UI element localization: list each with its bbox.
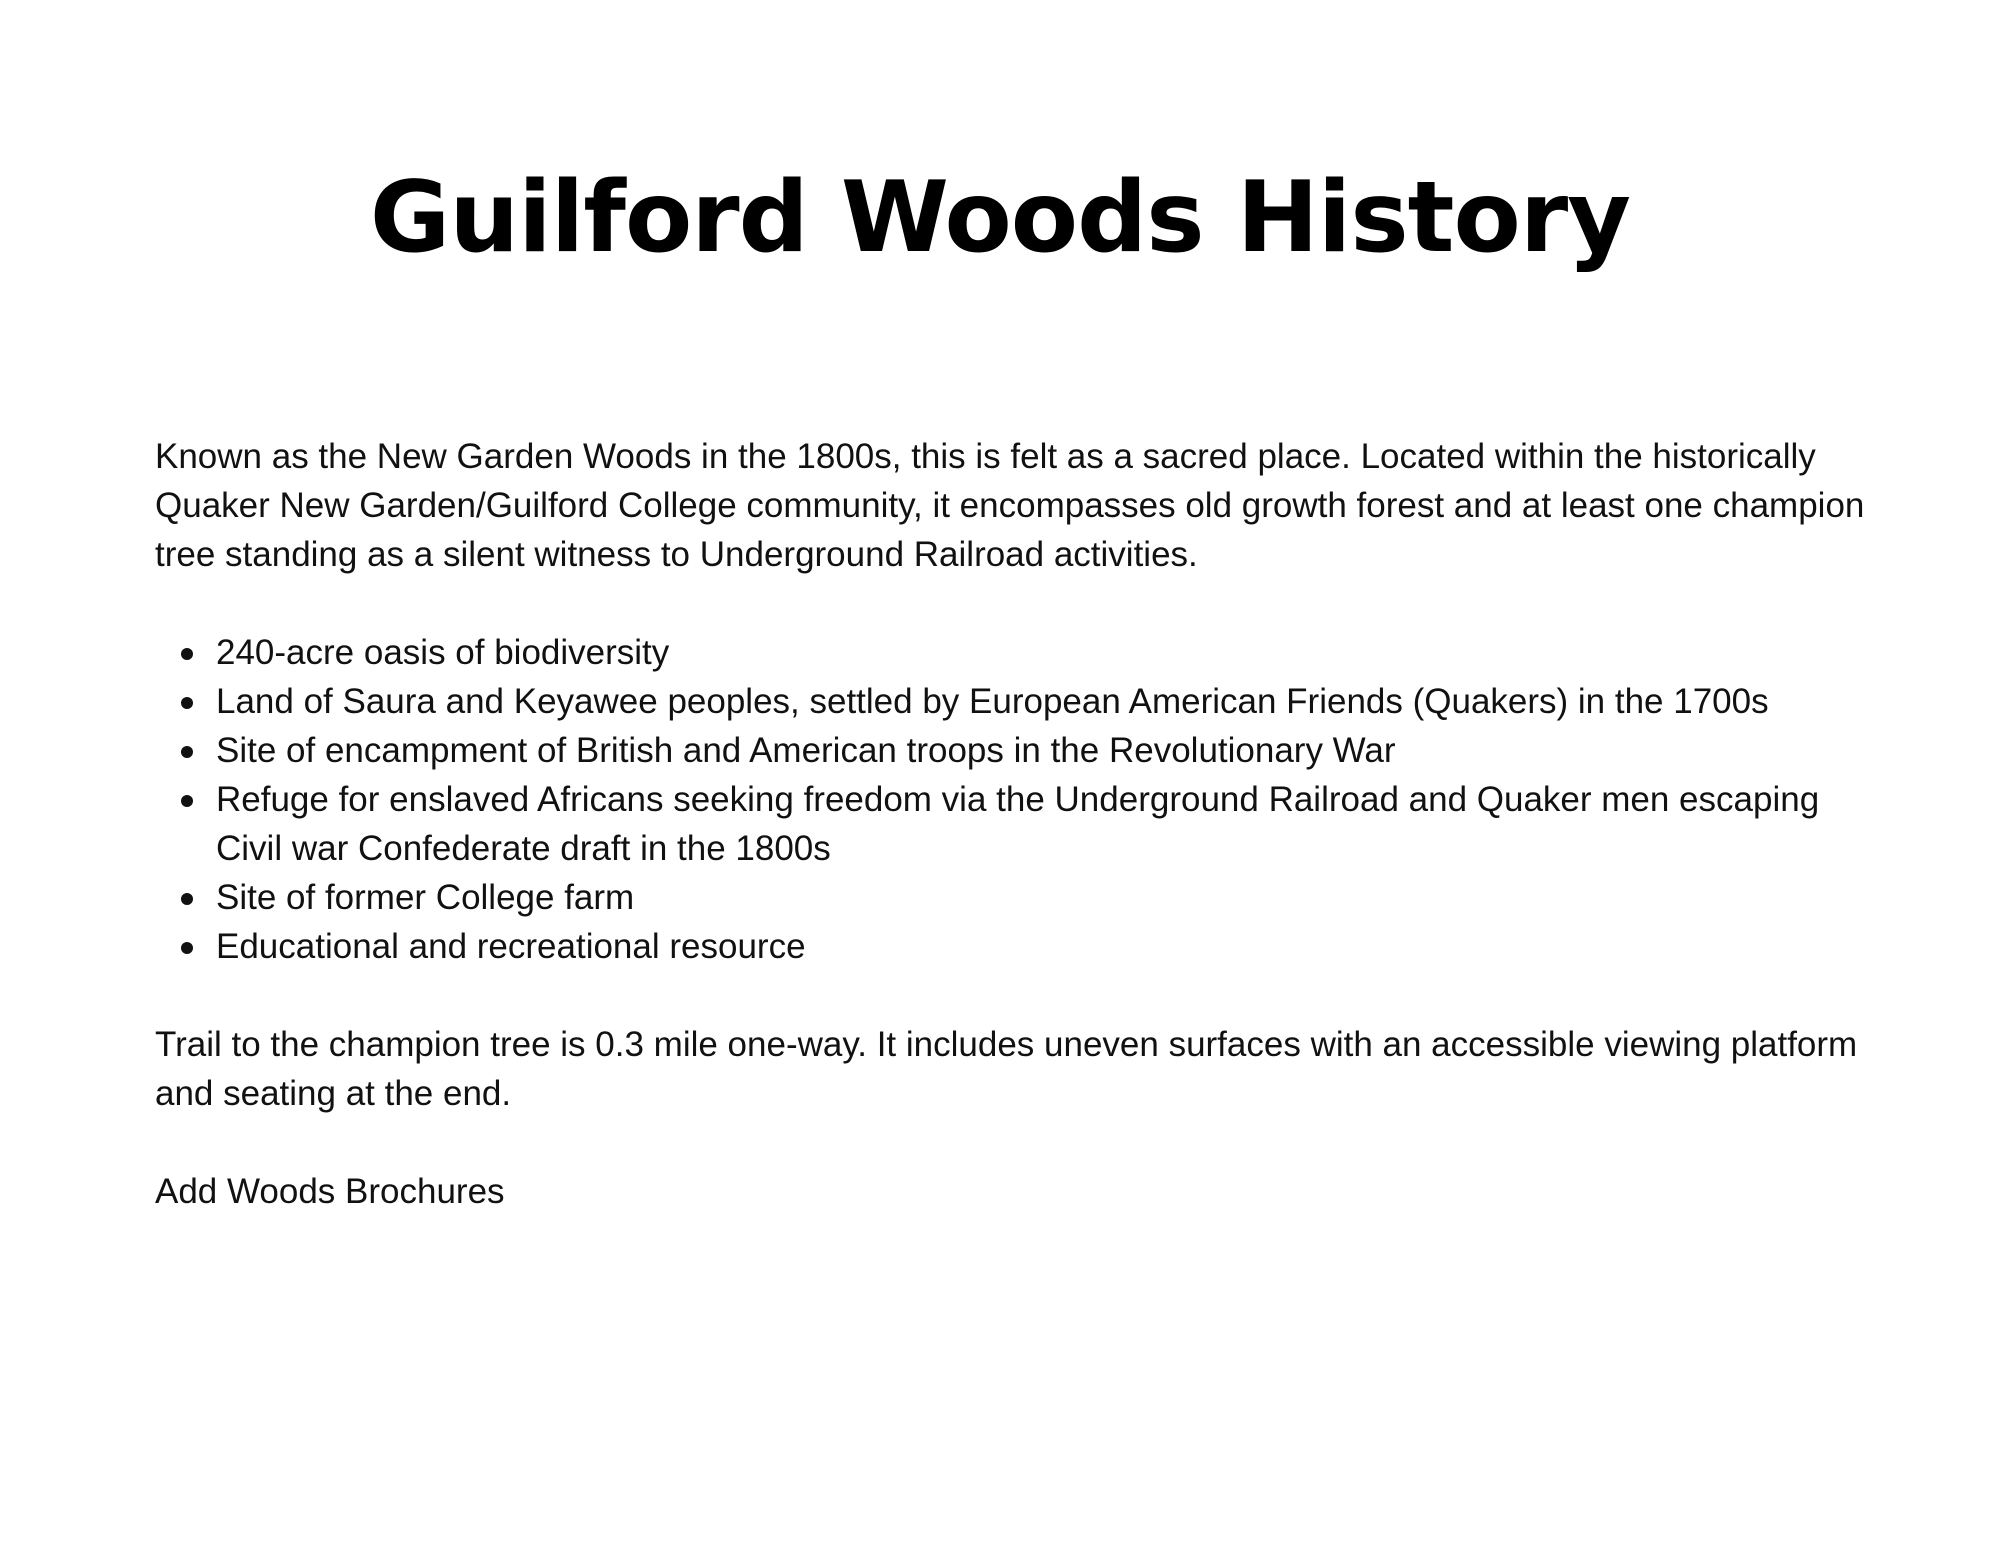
page-title: Guilford Woods History	[369, 161, 1631, 275]
bullet-item-educational-resource: Educational and recreational resource	[216, 922, 1875, 971]
trail-paragraph: Trail to the champion tree is 0.3 mile one-way. It includes uneven surfaces with an accessible viewing platform and seating at the end.	[155, 1025, 1858, 1113]
bullet-item-underground-railroad: Refuge for enslaved Africans seeking freedom via the Underground Railroad and Quaker men escaping Civil war Confederate draft in the 1800s	[216, 775, 1875, 873]
woods-brochures-line	[155, 1167, 1875, 1216]
add-woods-brochures-link[interactable]: Add Woods Brochures	[155, 1172, 505, 1211]
history-bullet-list	[155, 628, 1875, 971]
bullet-item-saura-keyawee: Land of Saura and Keyawee peoples, settled by European American Friends (Quakers) in the 1700s	[216, 677, 1875, 726]
bullet-item-college-farm: Site of former College farm	[216, 873, 1875, 922]
bullet-item-biodiversity: 240-acre oasis of biodiversity	[216, 628, 1875, 677]
bullet-item-revolutionary-war: Site of encampment of British and American troops in the Revolutionary War	[216, 726, 1875, 775]
intro-paragraph: Known as the New Garden Woods in the 1800s, this is felt as a sacred place. Located within the historically Quaker New Garden/Guilford College community, it encompasses old growth forest and at least one champion tree standing as a silent witness to Underground Railroad activities.	[155, 437, 1865, 574]
document-body	[155, 432, 1875, 1216]
